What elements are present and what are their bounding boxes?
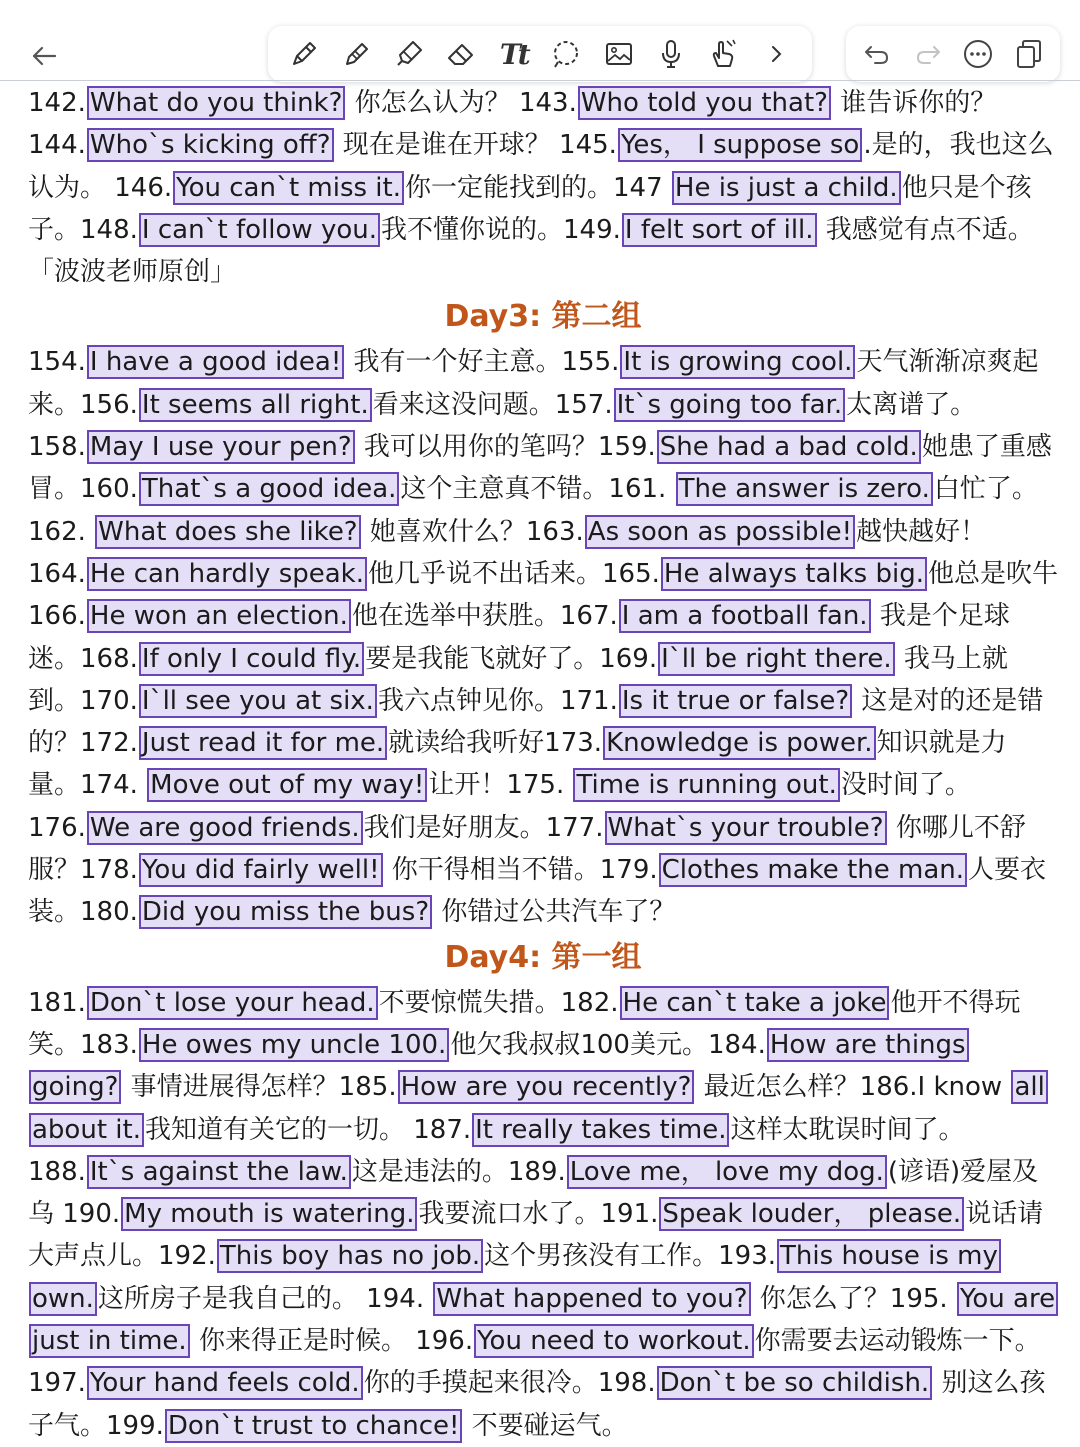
undo-icon (863, 41, 891, 67)
section-heading: Day4: 第一组 (444, 939, 642, 975)
plain-text: 我是个足球迷。168. (28, 601, 1010, 674)
highlighted-phrase[interactable]: It really takes time. (472, 1113, 729, 1147)
highlighted-phrase[interactable]: He is just a child. (672, 171, 901, 205)
eraser-tool-button[interactable] (442, 35, 480, 73)
plain-text: 这所房子是我自己的。 194. (97, 1283, 433, 1314)
plain-text: 181. (28, 987, 86, 1018)
plain-text: 他只是个孩子。148. (28, 172, 1032, 245)
back-button[interactable] (22, 34, 66, 78)
microphone-icon (655, 38, 687, 70)
plain-text: 他开不得玩笑。183. (28, 987, 1021, 1060)
plain-text: 白忙了。162. (28, 474, 1038, 547)
highlighted-phrase[interactable]: Yes， I suppose so (618, 128, 862, 162)
plain-text: 知识就是力量。174. (28, 728, 1007, 801)
highlighted-phrase[interactable]: I am a football fan. (619, 599, 871, 633)
highlighted-phrase[interactable]: all about it. (29, 1070, 1048, 1146)
pencil-tool-button[interactable] (338, 35, 376, 73)
plain-text: 我知道有关它的一切。 187. (144, 1114, 472, 1145)
highlighted-phrase[interactable]: Who told you that? (578, 86, 831, 120)
text-tool-button[interactable] (495, 35, 533, 73)
highlighted-phrase[interactable]: This house is my own. (29, 1239, 1001, 1315)
plain-text: 我们是好朋友。177. (363, 812, 604, 843)
highlighted-phrase[interactable]: It seems all right. (139, 388, 372, 422)
plain-text: 这个男孩没有工作。193. (484, 1241, 777, 1272)
plain-text: 142. (28, 88, 86, 118)
plain-text: 你错过公共汽车了？ (433, 897, 676, 928)
plain-text: 太离谱了。158. (28, 389, 977, 463)
plain-text: 我六点钟见你。171. (377, 685, 618, 716)
highlighted-phrase[interactable]: Don`t be so childish. (657, 1366, 933, 1400)
plain-text: 他欠我叔叔100美元。184. (450, 1029, 766, 1060)
plain-text: 我要流口水了。191. (418, 1199, 659, 1230)
plain-text: 没时间了。 176. (28, 770, 971, 843)
highlighted-phrase[interactable]: I`ll be right there. (658, 642, 895, 676)
highlighted-phrase[interactable]: How are you recently? (398, 1070, 695, 1104)
highlighted-phrase[interactable]: He can hardly speak. (87, 557, 367, 591)
highlighted-phrase[interactable]: May I use your pen? (87, 430, 355, 464)
plain-text: 这样太耽误时间了。188. (28, 1114, 965, 1187)
highlighted-phrase[interactable]: We are good friends. (87, 811, 363, 845)
more-icon (962, 38, 994, 70)
pen-icon (288, 38, 320, 70)
plain-text: 别这么孩子气。199. (28, 1368, 1046, 1441)
highlighted-phrase[interactable]: You need to workout. (474, 1324, 754, 1358)
plain-text: 要是我能飞就好了。169. (365, 643, 658, 674)
plain-text: 你干得相当不错。179. (383, 855, 658, 886)
highlighted-phrase[interactable]: You can`t miss it. (173, 171, 404, 205)
hand-touch-tool-button[interactable] (704, 35, 742, 73)
highlighted-phrase[interactable]: I can`t follow you. (139, 213, 380, 247)
plain-text: 144. (28, 130, 86, 161)
microphone-tool-button[interactable] (652, 35, 690, 73)
image-tool-button[interactable] (600, 35, 638, 73)
plain-text: 我马上就到。170. (28, 643, 1008, 716)
plain-text: 现在是谁在开球？ 145. (334, 130, 617, 161)
highlighted-phrase[interactable]: Move out of my way! (147, 768, 427, 802)
note-page[interactable] (28, 82, 1058, 1447)
chevron-right-icon (766, 42, 786, 66)
redo-button[interactable] (909, 35, 947, 73)
highlighted-phrase[interactable]: Time is running out. (573, 768, 839, 802)
highlighted-phrase[interactable]: Don`t lose your head. (87, 986, 378, 1020)
plain-text: 天气渐渐凉爽起来。156. (28, 347, 1039, 420)
highlighted-phrase[interactable]: I have a good idea! (87, 345, 344, 379)
highlighted-phrase[interactable]: What happened to you? (433, 1282, 750, 1316)
plain-text: 事情进展得怎样？185. (122, 1072, 397, 1103)
plain-text: .是的，我也这么认为。 146. (28, 130, 1054, 203)
toolbar-divider (0, 80, 1080, 81)
plain-text: 我有一个好主意。155. (345, 347, 620, 378)
highlighted-phrase[interactable]: It`s against the law. (87, 1155, 351, 1189)
highlighted-phrase[interactable]: It is growing cool. (620, 345, 855, 379)
plain-text: 你需要去运动锻炼一下。197. (28, 1326, 1041, 1399)
phrase-paragraph (28, 82, 1058, 293)
plain-text: 你一定能找到的。147 (405, 172, 671, 203)
highlighted-phrase[interactable]: My mouth is watering. (121, 1197, 417, 1231)
plain-text: 不要惊慌失措。182. (378, 987, 619, 1018)
back-arrow-icon (31, 45, 57, 67)
plain-text: 最近怎么样？186.I know (695, 1072, 1011, 1103)
plain-text: 她患了重感冒。160. (28, 432, 1052, 505)
highlighted-phrase[interactable]: It`s going too far. (614, 388, 845, 422)
text-tool-icon: Tt (499, 37, 528, 71)
plain-text: 你怎么认为？ 143. (346, 88, 577, 118)
highlighted-phrase[interactable]: Knowledge is power. (603, 726, 875, 760)
history-pill (846, 26, 1060, 82)
image-icon (603, 38, 635, 70)
plain-text: 这是违法的。189. (351, 1156, 566, 1187)
highlighted-phrase[interactable]: Your hand feels cold. (87, 1366, 363, 1400)
plain-text: 她喜欢什么？163. (361, 516, 584, 547)
plain-text: 让开！175. (428, 770, 573, 801)
highlighted-phrase[interactable]: What`s your trouble? (605, 811, 887, 845)
plain-text: 154. (28, 347, 86, 378)
highlighted-phrase[interactable]: She had a bad cold. (657, 430, 921, 464)
highlighted-phrase[interactable]: I felt sort of ill. (622, 213, 817, 247)
plain-text: 我感觉有点不适。「波波老师原创」 (28, 214, 1034, 288)
pen-alt-icon (341, 38, 373, 70)
plain-text: 这是对的还是错的？172. (28, 685, 1044, 759)
plain-text: 说话请大声点儿。192. (28, 1199, 1044, 1272)
highlighter-icon (393, 38, 425, 70)
highlighted-phrase[interactable]: Just read it for me. (139, 726, 387, 760)
plain-text: 你怎么了？195. (751, 1283, 956, 1314)
highlighted-phrase[interactable]: Clothes make the man. (659, 853, 967, 887)
highlighted-phrase[interactable]: You did fairly well! (139, 853, 383, 887)
plain-text: 他在选举中获胜。167. (351, 601, 618, 632)
highlighted-phrase[interactable]: Did you miss the bus? (139, 895, 432, 929)
highlighted-phrase[interactable]: He won an election. (87, 599, 351, 633)
plain-text: 他几乎说不出话来。165. (368, 558, 660, 589)
phrase-paragraph (28, 341, 1058, 933)
highlighted-phrase[interactable]: That`s a good idea. (139, 472, 400, 506)
highlighted-phrase[interactable]: He always talks big. (661, 557, 927, 591)
pen-tool-button[interactable] (285, 35, 323, 73)
plain-text: 我可以用你的笔吗？159. (355, 432, 656, 463)
plain-text: 就读给我听好173. (388, 728, 603, 759)
plain-text: 越快越好！ 164. (28, 516, 987, 589)
redo-icon (914, 41, 942, 67)
eraser-icon (445, 38, 477, 70)
section-heading: Day3: 第二组 (444, 299, 642, 335)
highlighted-phrase[interactable]: This boy has no job. (217, 1239, 483, 1273)
plain-text: 我不懂你说的。149. (381, 214, 621, 245)
highlighted-phrase[interactable]: He owes my uncle 100. (139, 1028, 449, 1062)
highlighted-phrase[interactable]: The answer is zero. (676, 472, 933, 506)
plain-text: 谁告诉你的？ (831, 88, 997, 118)
undo-button[interactable] (858, 35, 896, 73)
pages-icon (1014, 38, 1044, 70)
highlighted-phrase[interactable]: How are things going? (29, 1028, 969, 1104)
highlighted-phrase[interactable]: I`ll see you at six. (139, 684, 377, 718)
lasso-icon (550, 38, 582, 70)
highlighted-phrase[interactable]: Is it true or false? (619, 684, 852, 718)
highlighted-phrase[interactable]: Speak louder， please. (659, 1197, 964, 1231)
plain-text: 你来得正是时候。 196. (190, 1326, 474, 1357)
highlighted-phrase[interactable]: You are just in time. (29, 1282, 1058, 1358)
plain-text: (谚语)爱屋及乌 190. (28, 1156, 1039, 1230)
more-options-button[interactable] (959, 35, 997, 73)
highlighted-phrase[interactable]: What do you think? (87, 86, 346, 120)
phrase-paragraph (28, 982, 1058, 1447)
plain-text: 人要衣装。180. (28, 855, 1047, 928)
more-tools-button[interactable] (757, 35, 795, 73)
highlighted-phrase[interactable]: As soon as possible! (585, 515, 855, 549)
plain-text: 他总是吹牛166. (28, 558, 1058, 632)
plain-text: 不要碰运气。 (463, 1410, 628, 1441)
top-toolbar (0, 0, 1080, 92)
drawing-tools-pill (268, 26, 812, 82)
highlighted-phrase[interactable]: What does she like? (95, 515, 360, 549)
plain-text: 你的手摸起来很冷。198. (363, 1368, 656, 1399)
hand-touch-icon (707, 38, 739, 70)
highlighted-phrase[interactable]: If only I could fly. (139, 642, 364, 676)
plain-text: 这个主意真不错。161. (400, 474, 675, 505)
plain-text: 你哪儿不舒服？178. (28, 812, 1026, 886)
highlighted-phrase[interactable]: Love me， love my dog. (567, 1155, 887, 1189)
highlighted-phrase[interactable]: Who`s kicking off? (87, 128, 334, 162)
highlighted-phrase[interactable]: Don`t trust to chance! (165, 1409, 463, 1443)
plain-text: 看来这没问题。157. (372, 389, 613, 420)
highlighter-tool-button[interactable] (390, 35, 428, 73)
pages-button[interactable] (1010, 35, 1048, 73)
highlighted-phrase[interactable]: He can`t take a joke (620, 986, 890, 1020)
lasso-tool-button[interactable] (547, 35, 585, 73)
